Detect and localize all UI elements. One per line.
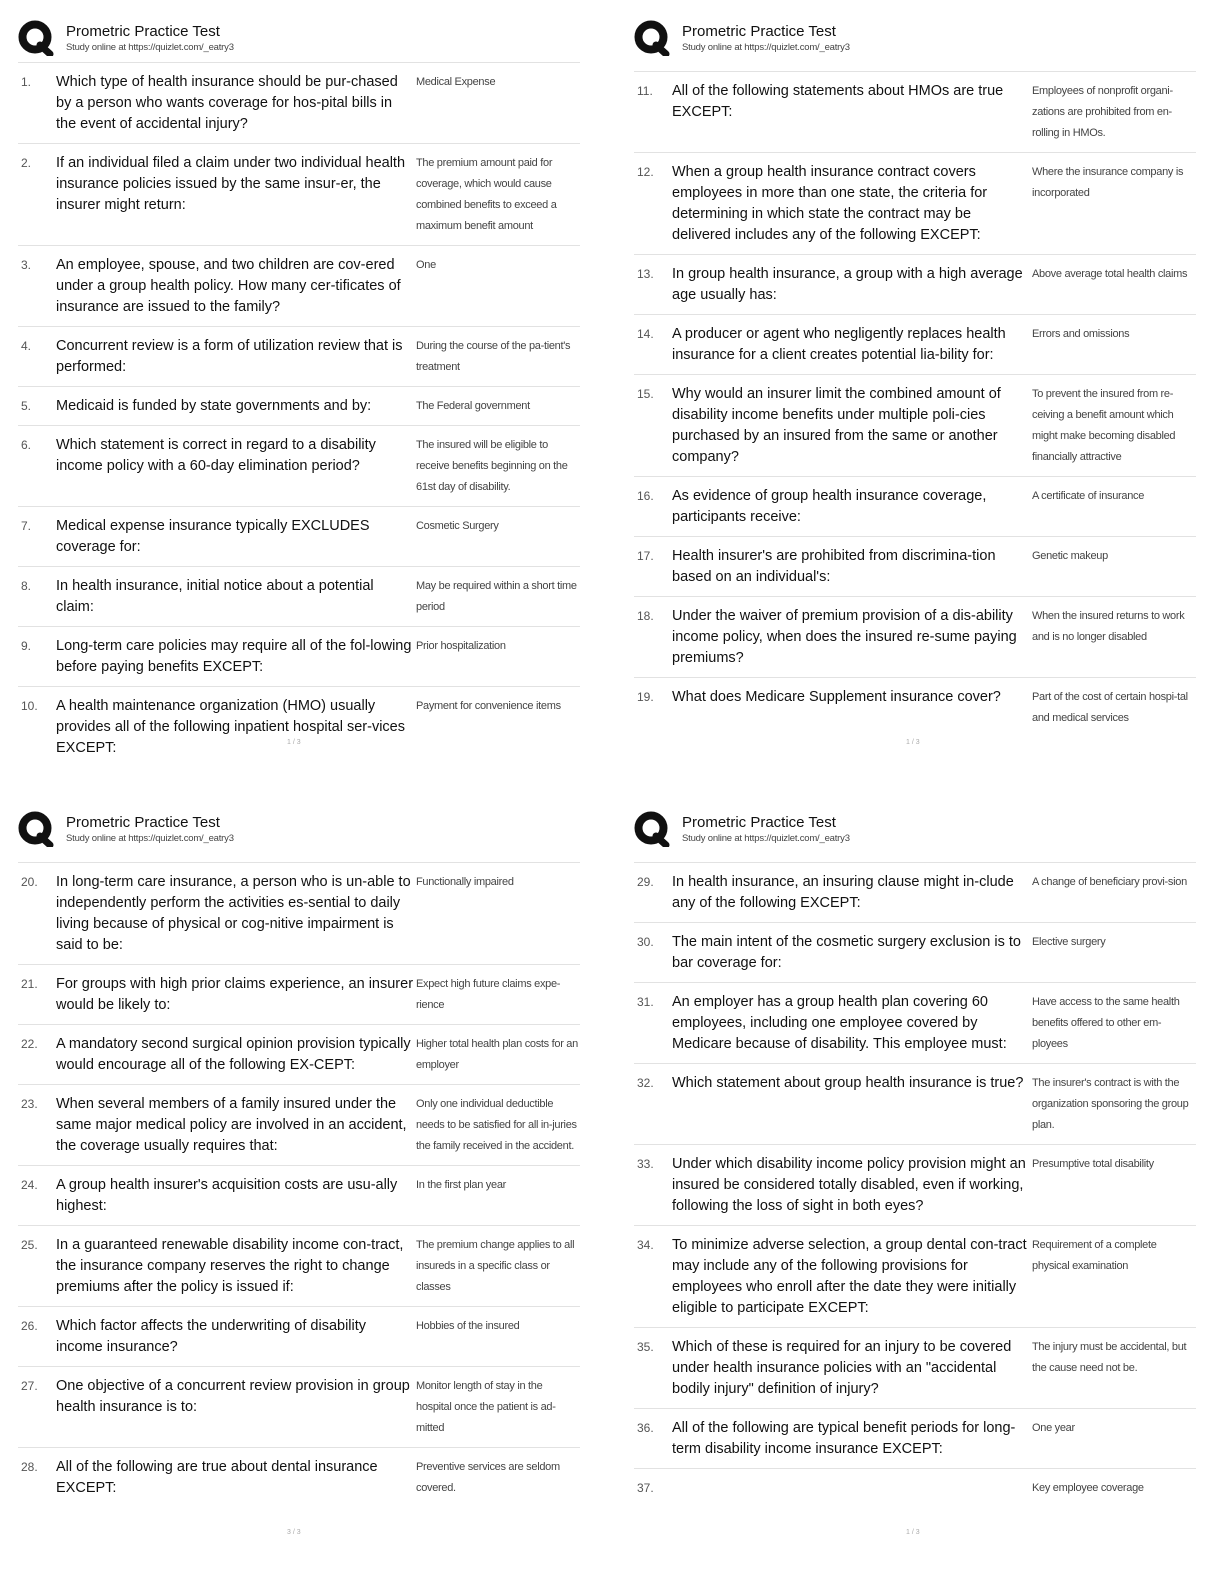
page-number: 1 / 3 (906, 1529, 920, 1536)
question-text: What does Medicare Supplement insurance cover? (672, 689, 1001, 705)
answer-text: The premium change applies to all insureds in a specific class or classes (416, 1239, 575, 1293)
page-number: 1 / 3 (906, 739, 920, 746)
question-row (634, 537, 1196, 597)
question-row (634, 375, 1196, 477)
question-number: 20. (21, 875, 38, 889)
question-list (634, 71, 1196, 737)
page-number: 3 / 3 (287, 1529, 301, 1536)
question-text: Under which disability income policy provision might an insured be considered totally disabled, even if working, following the loss of sight in both eyes? (672, 1156, 1026, 1214)
question-row (634, 1226, 1196, 1328)
answer-text: The insurer's contract is with the organization sponsoring the group plan. (1032, 1077, 1189, 1131)
page-2 (634, 18, 1196, 737)
question-number: 21. (21, 977, 38, 991)
study-online-link[interactable]: Study online at https://quizlet.com/_eatry3 (66, 41, 234, 53)
document-title: Prometric Practice Test (682, 22, 836, 40)
answer-text: In the first plan year (416, 1179, 507, 1191)
answer-text: Where the insurance company is incorporated (1032, 166, 1184, 199)
question-row (18, 627, 580, 687)
question-number: 35. (637, 1340, 654, 1354)
question-row (634, 255, 1196, 315)
question-row (18, 387, 580, 426)
question-number: 26. (21, 1319, 38, 1333)
answer-text: Above average total health claims (1032, 268, 1188, 280)
study-online-link[interactable]: Study online at https://quizlet.com/_eatry3 (682, 41, 850, 53)
question-number: 3. (21, 258, 32, 272)
answer-text: The premium amount paid for coverage, which would cause combined benefits to exceed a maximum benefit amount (416, 157, 557, 232)
question-number: 32. (637, 1076, 654, 1090)
question-number: 6. (21, 438, 32, 452)
question-list (18, 62, 580, 767)
answer-text: Preventive services are seldom covered. (416, 1461, 560, 1494)
page-4 (634, 809, 1196, 1507)
answer-text: Payment for convenience items (416, 700, 561, 712)
question-number: 36. (637, 1421, 654, 1435)
answer-text: Prior hospitalization (416, 640, 506, 652)
question-row (634, 315, 1196, 375)
question-row (18, 63, 580, 144)
question-number: 27. (21, 1379, 38, 1393)
question-text: A group health insurer's acquisition costs are usu-ally highest: (56, 1177, 398, 1214)
question-text: Medical expense insurance typically EXCLUDES coverage for: (56, 518, 370, 555)
page-header (634, 18, 1196, 58)
question-number: 18. (637, 609, 654, 623)
question-number: 4. (21, 339, 32, 353)
question-text: In group health insurance, a group with a high average age usually has: (672, 266, 1023, 303)
question-text: Which type of health insurance should be pur-chased by a person who wants coverage for hos-pital bills in the event of accidental injury? (56, 74, 398, 132)
answer-text: Higher total health plan costs for an employer (416, 1038, 578, 1071)
study-online-link[interactable]: Study online at https://quizlet.com/_eatry3 (66, 832, 234, 844)
question-row (18, 426, 580, 507)
question-row (18, 965, 580, 1025)
question-number: 17. (637, 549, 654, 563)
question-number: 23. (21, 1097, 38, 1111)
question-number: 8. (21, 579, 32, 593)
question-row (634, 863, 1196, 923)
question-row (634, 983, 1196, 1064)
question-text: In health insurance, initial notice about a potential claim: (56, 578, 374, 615)
question-row (18, 1085, 580, 1166)
answer-text: Monitor length of stay in the hospital once the patient is ad-mitted (416, 1380, 556, 1434)
question-text (672, 1478, 1032, 1499)
question-text: Which statement about group health insurance is true? (672, 1075, 1024, 1091)
question-number: 29. (637, 875, 654, 889)
quizlet-logo-icon (18, 811, 54, 847)
answer-text: Functionally impaired (416, 876, 514, 888)
question-number: 13. (637, 267, 654, 281)
question-number: 34. (637, 1238, 654, 1252)
question-text: In health insurance, an insuring clause might in-clude any of the following EXCEPT: (672, 874, 1014, 911)
question-number: 22. (21, 1037, 38, 1051)
question-number: 2. (21, 156, 32, 170)
question-text: When a group health insurance contract covers employees in more than one state, the criteria for determining in which state the contract may be delivered includes any of the following EXCEPT: (672, 164, 988, 243)
question-text: To minimize adverse selection, a group dental con-tract may include any of the following provisions for employees who enroll after the date they were initially eligible to participate EXCEPT: (672, 1237, 1027, 1316)
question-number: 31. (637, 995, 654, 1009)
question-text: Under the waiver of premium provision of a dis-ability income policy, when does the insured re-sume paying premiums? (672, 608, 1017, 666)
question-row (634, 72, 1196, 153)
answer-text: Medical Expense (416, 76, 496, 88)
question-row (18, 246, 580, 327)
question-text: Which factor affects the underwriting of disability income insurance? (56, 1318, 367, 1355)
question-row (634, 597, 1196, 678)
question-row (18, 1166, 580, 1226)
question-row (634, 1409, 1196, 1469)
answer-text: Cosmetic Surgery (416, 520, 499, 532)
question-number: 11. (637, 84, 653, 98)
answer-text: Genetic makeup (1032, 550, 1108, 562)
answer-text: Part of the cost of certain hospi-tal and medical services (1032, 691, 1188, 724)
question-row (18, 1448, 580, 1507)
question-number: 37. (637, 1481, 654, 1495)
question-text: All of the following are typical benefit periods for long-term disability income insurance EXCEPT: (672, 1420, 1016, 1457)
quizlet-logo-icon (634, 811, 670, 847)
question-row (18, 567, 580, 627)
question-text: Which statement is correct in regard to a disability income policy with a 60-day elimination period? (56, 437, 376, 474)
question-row (634, 1328, 1196, 1409)
question-number: 7. (21, 519, 32, 533)
quizlet-logo-icon (18, 20, 54, 56)
question-number: 25. (21, 1238, 38, 1252)
answer-text: Expect high future claims expe-rience (416, 978, 561, 1011)
question-list (18, 862, 580, 1507)
question-text: In a guaranteed renewable disability income con-tract, the insurance company reserves the right to change premiums after the policy is issued if: (56, 1237, 404, 1295)
question-row (18, 1307, 580, 1367)
answer-text: A change of beneficiary provi-sion (1032, 876, 1187, 888)
answer-text: When the insured returns to work and is no longer disabled (1032, 610, 1185, 643)
page-header (634, 809, 1196, 849)
document-title: Prometric Practice Test (66, 813, 220, 831)
question-row (634, 477, 1196, 537)
question-number: 9. (21, 639, 32, 653)
question-text: Health insurer's are prohibited from discrimina-tion based on an individual's: (672, 548, 996, 585)
question-row (18, 1025, 580, 1085)
answer-text: Presumptive total disability (1032, 1158, 1154, 1170)
question-text: Concurrent review is a form of utilization review that is performed: (56, 338, 403, 375)
question-text: As evidence of group health insurance coverage, participants receive: (672, 488, 987, 525)
answer-text: Only one individual deductible needs to be satisfied for all in-juries the family received in the accident. (416, 1098, 577, 1152)
question-number: 10. (21, 699, 38, 713)
question-text: A health maintenance organization (HMO) usually provides all of the following inpatient hospital ser-vices EXCEPT: (56, 698, 405, 756)
answer-text: Requirement of a complete physical examination (1032, 1239, 1157, 1272)
question-number: 16. (637, 489, 654, 503)
question-number: 19. (637, 690, 654, 704)
page-3 (18, 809, 580, 1507)
answer-text: May be required within a short time period (416, 580, 577, 613)
question-row (634, 923, 1196, 983)
answer-text: One year (1032, 1422, 1075, 1434)
question-row (18, 1367, 580, 1448)
question-text: If an individual filed a claim under two individual health insurance policies issued by the same insur-er, the insurer might return: (56, 155, 406, 213)
question-text: When several members of a family insured under the same major medical policy are involved in an accident, the coverage usually requires that: (56, 1096, 407, 1154)
question-text: The main intent of the cosmetic surgery exclusion is to bar coverage for: (672, 934, 1021, 971)
document-title: Prometric Practice Test (66, 22, 220, 40)
quizlet-logo-icon (634, 20, 670, 56)
question-row (634, 153, 1196, 255)
question-row (634, 1064, 1196, 1145)
question-text: Long-term care policies may require all of the fol-lowing before paying benefits EXCEPT: (56, 638, 412, 675)
question-text: Why would an insurer limit the combined amount of disability income benefits under multiple poli-cies purchased by an insured from the same or another company? (672, 386, 1001, 465)
question-number: 12. (637, 165, 654, 179)
question-number: 30. (637, 935, 654, 949)
answer-text: One (416, 259, 436, 271)
question-row (18, 1226, 580, 1307)
question-text: All of the following statements about HMOs are true EXCEPT: (672, 83, 1004, 120)
document-title: Prometric Practice Test (682, 813, 836, 831)
question-number: 15. (637, 387, 654, 401)
answer-text: A certificate of insurance (1032, 490, 1145, 502)
page-header (18, 18, 580, 58)
question-number: 14. (637, 327, 654, 341)
answer-text: Elective surgery (1032, 936, 1106, 948)
page-number: 1 / 3 (287, 739, 301, 746)
question-text: A producer or agent who negligently replaces health insurance for a client creates potential lia-bility for: (672, 326, 1006, 363)
question-number: 5. (21, 399, 32, 413)
answer-text: The insured will be eligible to receive benefits beginning on the 61st day of disability. (416, 439, 568, 493)
question-row (18, 327, 580, 387)
answer-text: During the course of the pa-tient's treatment (416, 340, 571, 373)
question-text: For groups with high prior claims experience, an insurer would be likely to: (56, 976, 414, 1013)
answer-text: Hobbies of the insured (416, 1320, 520, 1332)
question-text: One objective of a concurrent review provision in group health insurance is to: (56, 1378, 410, 1415)
answer-text: To prevent the insured from re-ceiving a benefit amount which might make becoming disabled financially attractive (1032, 388, 1176, 463)
question-text: All of the following are true about dental insurance EXCEPT: (56, 1459, 378, 1496)
question-text: Which of these is required for an injury to be covered under health insurance policies with an "accidental bodily injury" definition of injury? (672, 1339, 1012, 1397)
page-header (18, 809, 580, 849)
question-number: 33. (637, 1157, 654, 1171)
question-row (634, 678, 1196, 737)
answer-text: Errors and omissions (1032, 328, 1130, 340)
question-row (18, 144, 580, 246)
question-text: A mandatory second surgical opinion provision typically would encourage all of the following EX-CEPT: (56, 1036, 411, 1073)
question-row (18, 863, 580, 965)
study-online-link[interactable]: Study online at https://quizlet.com/_eatry3 (682, 832, 850, 844)
question-text: In long-term care insurance, a person who is un-able to independently perform the activities es-sential to daily living because of physical or cog-nitive impairment is said to be: (56, 874, 411, 953)
question-row (634, 1469, 1196, 1507)
question-row (634, 1145, 1196, 1226)
answer-text: Have access to the same health benefits offered to other em-ployees (1032, 996, 1180, 1050)
question-number: 24. (21, 1178, 38, 1192)
question-number: 1. (21, 75, 32, 89)
question-row (18, 687, 580, 767)
answer-text: Key employee coverage (1032, 1482, 1144, 1494)
page-1 (18, 18, 580, 767)
question-text: An employer has a group health plan covering 60 employees, including one employee covered by Medicare because of disability. This employee must: (672, 994, 1007, 1052)
question-number: 28. (21, 1460, 38, 1474)
answer-text: The Federal government (416, 400, 530, 412)
question-list (634, 862, 1196, 1507)
question-text: An employee, spouse, and two children are cov-ered under a group health policy. How many cer-tificates of insurance are issued to the family? (56, 257, 401, 315)
answer-text: The injury must be accidental, but the cause need not be. (1032, 1341, 1187, 1374)
answer-text: Employees of nonprofit organi-zations are prohibited from en-rolling in HMOs. (1032, 85, 1173, 139)
question-text: Medicaid is funded by state governments and by: (56, 398, 372, 414)
question-row (18, 507, 580, 567)
